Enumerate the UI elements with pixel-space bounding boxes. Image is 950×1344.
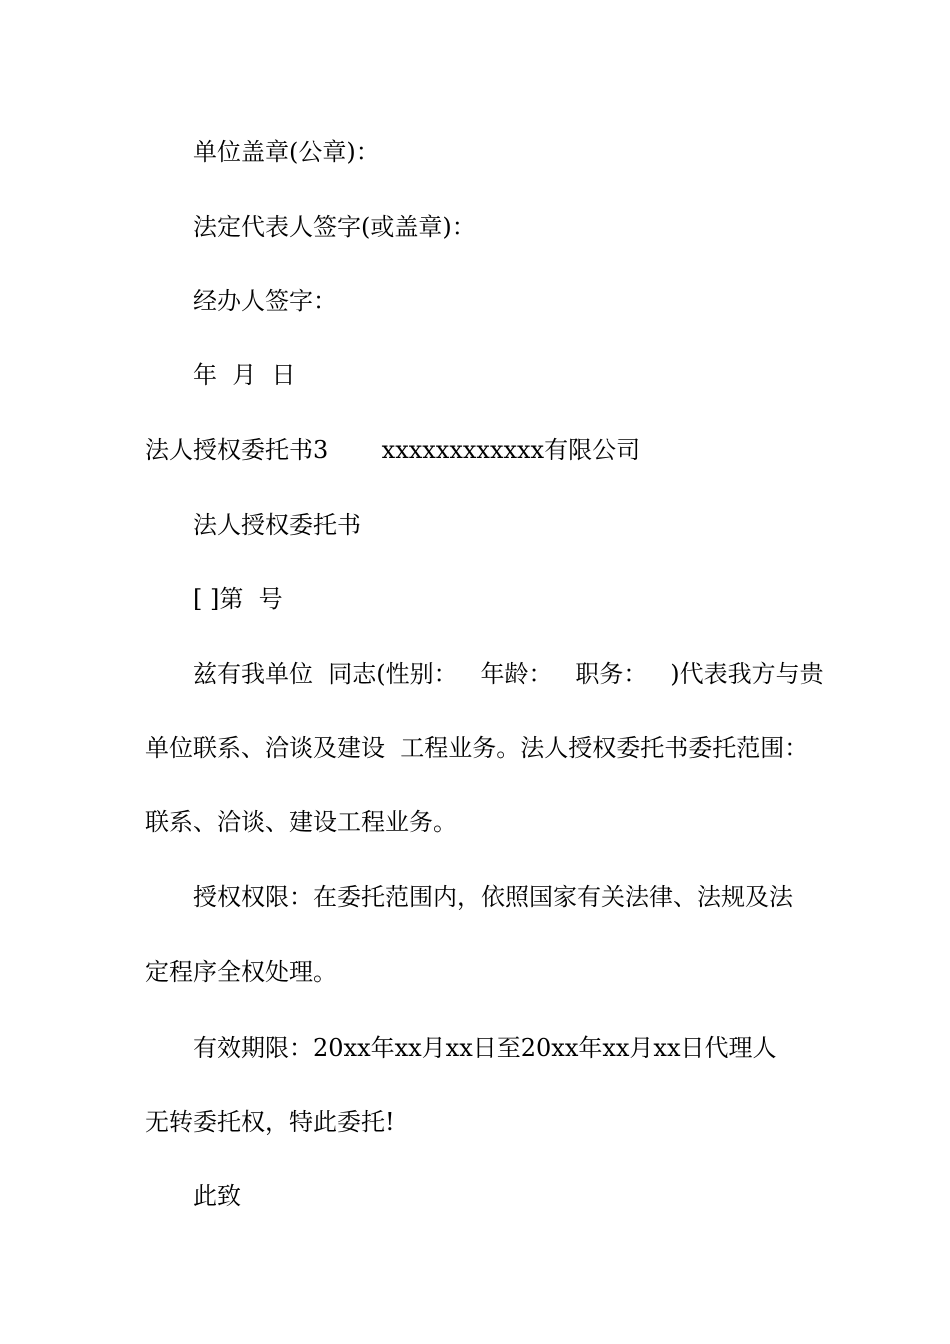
document-number-line: [ ]第 号	[193, 585, 283, 613]
handler-signature-line: 经办人签字：	[193, 287, 337, 315]
paragraph-line: 无转委托权，特此委托!	[145, 1108, 395, 1136]
paragraph-line: 定程序全权处理。	[145, 958, 337, 986]
closing-line: 此致	[193, 1182, 241, 1210]
paragraph-line: 单位联系、洽谈及建设 工程业务。法人授权委托书委托范围：	[145, 734, 809, 762]
paragraph-line: 兹有我单位 同志(性别： 年龄： 职务： )代表我方与贵	[193, 660, 824, 688]
paragraph-line: 联系、洽谈、建设工程业务。	[145, 808, 457, 836]
paragraph-line: 有效期限：20xx年xx月xx日至20xx年xx月xx日代理人	[193, 1034, 777, 1062]
date-line: 年 月 日	[193, 361, 296, 389]
unit-seal-line: 单位盖章(公章)：	[193, 138, 380, 166]
legal-rep-signature-line: 法定代表人签字(或盖章)：	[193, 213, 476, 241]
paragraph-line: 授权权限：在委托范围内，依照国家有关法律、法规及法	[193, 883, 793, 911]
section-heading-line: 法人授权委托书3 xxxxxxxxxxxx有限公司	[145, 436, 641, 464]
document-title: 法人授权委托书	[193, 511, 361, 539]
